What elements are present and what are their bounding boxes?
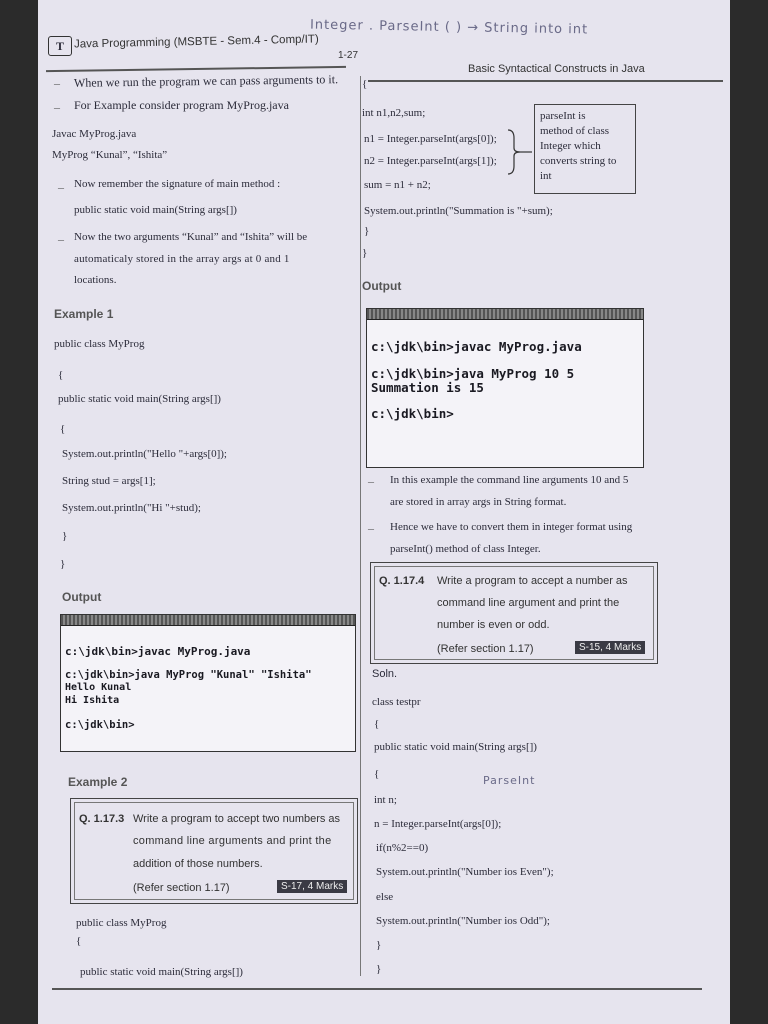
command-javac: Javac MyProg.java	[52, 128, 137, 140]
example-1-label: Example 1	[54, 307, 114, 321]
terminal-line: c:\jdk\bin>	[371, 406, 454, 421]
page-number: 1-27	[338, 50, 359, 61]
code-line: }	[364, 225, 370, 237]
output-label-2: Output	[362, 279, 402, 293]
terminal-line: c:\jdk\bin>	[65, 719, 135, 731]
code-line: {	[60, 423, 66, 435]
terminal-titlebar	[367, 309, 643, 320]
code-line: public class MyProg	[54, 338, 145, 350]
code-line: String stud = args[1];	[62, 475, 156, 487]
code-line: public static void main(String args[])	[374, 741, 537, 753]
stored-text-3: locations.	[74, 274, 117, 286]
command-run: MyProg “Kunal”, “Ishita”	[52, 149, 168, 161]
terminal-line: c:\jdk\bin>javac MyProg.java	[371, 339, 582, 354]
code-line: {	[58, 369, 64, 381]
marks-badge: S-15, 4 Marks	[575, 641, 645, 654]
question-line: command line arguments and print the	[133, 835, 332, 847]
terminal-titlebar	[61, 615, 355, 626]
code-line: if(n%2==0)	[376, 842, 429, 854]
example-2-label: Example 2	[68, 775, 128, 789]
footer-rule	[52, 988, 702, 990]
code-line: public static void main(String args[])	[80, 966, 243, 978]
code-line: System.out.println("Number ios Odd");	[376, 915, 550, 927]
code-line: class testpr	[372, 696, 421, 708]
code-line: }	[60, 558, 66, 570]
terminal-output-2	[366, 308, 644, 468]
intro-text-2: For Example consider program MyProg.java	[74, 98, 289, 112]
question-box-1-17-4	[370, 562, 658, 664]
code-line: }	[376, 963, 382, 975]
stored-text-1: Now the two arguments “Kunal” and “Ishita” will be	[74, 231, 308, 243]
question-line: Write a program to accept a number as	[437, 575, 628, 587]
remember-text: Now remember the signature of main method :	[74, 178, 281, 190]
note-line: int	[540, 170, 552, 182]
stored-text-2: automaticaly stored in the array args at 0 and 1	[74, 253, 290, 265]
code-line: public class MyProg	[76, 917, 167, 929]
code-line: {	[374, 718, 380, 730]
code-line: public static void main(String args[])	[58, 393, 221, 405]
code-line: sum = n1 + n2;	[364, 179, 431, 191]
question-box-1-17-3	[70, 798, 358, 904]
question-line: addition of those numbers.	[133, 858, 263, 870]
explain-text: Hence we have to convert them in integer format using	[390, 521, 633, 533]
code-line: {	[362, 78, 368, 90]
intro-text-1: When we run the program we can pass arguments to it.	[73, 72, 339, 90]
question-line: Write a program to accept two numbers as	[133, 813, 341, 825]
terminal-line: c:\jdk\bin>java MyProg "Kunal" "Ishita"	[65, 669, 312, 681]
explain-text: are stored in array args in String format.	[390, 496, 567, 508]
question-line: command line argument and print the	[437, 597, 620, 609]
terminal-line: c:\jdk\bin>javac MyProg.java	[65, 645, 251, 658]
document-page: Integer . ParseInt ( ) → String into int ParseInt T Java Programming (MSBTE - Sem.4 - Comp/IT) 1-27 Basic Syntactical Constructs in Java – When we run the program we can pass arguments to it. – For Example consider program MyProg.java Javac MyProg.java MyProg “Kunal”, “Ishita” – Now remember the signature of main method : public static void main(String args[]) – Now the two arguments “Kunal” and “Ishita” will be automaticaly stored in the array args at 0 and 1 locations. Example 1 public class MyProg { public static void main(String args[]) { System.out.println("Hello "+args[0]); String stud = args[1]; System.out.println("Hi "+stud); } } Output c:\jdk\bin>javac MyProg.java c:\jdk\bin>java MyProg "Kunal" "Ishita" Hello Kunal Hi Ishita c:\jdk\bin> Example 2 Q. 1.17.3 Write a program to accept two numbers as command line arguments and print the addition of those numbers. (Refer section 1.17) S-17, 4 Marks public class MyProg { public static void main(String args[]) { int n1,n2,sum; n1 = Integer.parseInt(args[0]); n2 = Integer.parseInt(args[1]); sum = n1 + n2; System.out.println("Summation is "+sum); } } parseInt is method of class Integer which converts string to int Output c:\jdk\bin>javac MyProg.java c:\jdk\bin>java MyProg 10 5 Summation is 15 c:\jdk\bin> – In this example the command line arguments 10 and 5 are stored in array args in String format. – Hence we have to convert them in integer format using parseInt() method of class Integer. Q. 1.17.4 Write a program to accept a number as command line argument and print the number is even or odd. (Refer section 1.17) S-15, 4 Marks Soln. class testpr { public static void main(String args[]) { int n; n = Integer.parseInt(args[0]); if(n%2==0) System.out.println("Number ios Even"); else System.out.println("Number ios Odd"); } }	[38, 0, 730, 1024]
marks-badge: S-17, 4 Marks	[277, 880, 347, 893]
code-line: int n;	[374, 794, 397, 806]
question-ref: (Refer section 1.17)	[133, 882, 230, 894]
code-line: {	[76, 935, 82, 947]
parseint-note-box	[534, 104, 636, 194]
note-line: method of class	[540, 125, 610, 137]
question-ref: (Refer section 1.17)	[437, 643, 534, 655]
note-line: converts string to	[540, 155, 617, 167]
note-line: parseInt is	[540, 110, 586, 122]
brace-icon	[504, 128, 534, 176]
section-title: Basic Syntactical Constructs in Java	[468, 63, 645, 75]
output-label-1: Output	[62, 590, 102, 604]
code-line: {	[374, 768, 380, 780]
code-line: int n1,n2,sum;	[362, 107, 426, 119]
code-line: }	[376, 939, 382, 951]
header-rule-right	[368, 80, 723, 82]
explain-text: In this example the command line arguments 10 and 5	[390, 474, 629, 486]
code-line: n = Integer.parseInt(args[0]);	[374, 818, 502, 830]
code-line: n2 = Integer.parseInt(args[1]);	[364, 155, 497, 167]
column-divider	[360, 76, 361, 976]
code-line: System.out.println("Number ios Even");	[376, 866, 554, 878]
terminal-line: Hi Ishita	[65, 695, 120, 706]
main-signature: public static void main(String args[])	[74, 204, 237, 216]
explain-text: parseInt() method of class Integer.	[390, 543, 541, 555]
header-rule-left	[46, 66, 346, 72]
code-line: }	[362, 247, 368, 259]
question-number: Q. 1.17.4	[379, 575, 425, 587]
terminal-line: c:\jdk\bin>java MyProg 10 5	[371, 366, 575, 381]
code-line: else	[376, 891, 394, 903]
publisher-logo-icon: T	[48, 36, 72, 56]
note-line: Integer which	[540, 140, 601, 152]
code-line: System.out.println("Hello "+args[0]);	[62, 448, 227, 460]
solution-label: Soln.	[372, 668, 398, 680]
terminal-line: Hello Kunal	[65, 682, 132, 693]
code-line: System.out.println("Hi "+stud);	[62, 502, 201, 514]
handwritten-note-top: Integer . ParseInt ( ) → String into int	[309, 17, 589, 38]
terminal-output-1	[60, 614, 356, 752]
question-number: Q. 1.17.3	[79, 813, 125, 825]
code-line: System.out.println("Summation is "+sum);	[364, 205, 553, 217]
handwritten-note-margin: ParseInt	[483, 774, 536, 787]
question-line: number is even or odd.	[437, 619, 550, 631]
running-header-title: Java Programming (MSBTE - Sem.4 - Comp/IT)	[73, 33, 319, 51]
code-line: }	[62, 530, 68, 542]
terminal-line: Summation is 15	[371, 380, 484, 395]
code-line: n1 = Integer.parseInt(args[0]);	[364, 133, 497, 145]
